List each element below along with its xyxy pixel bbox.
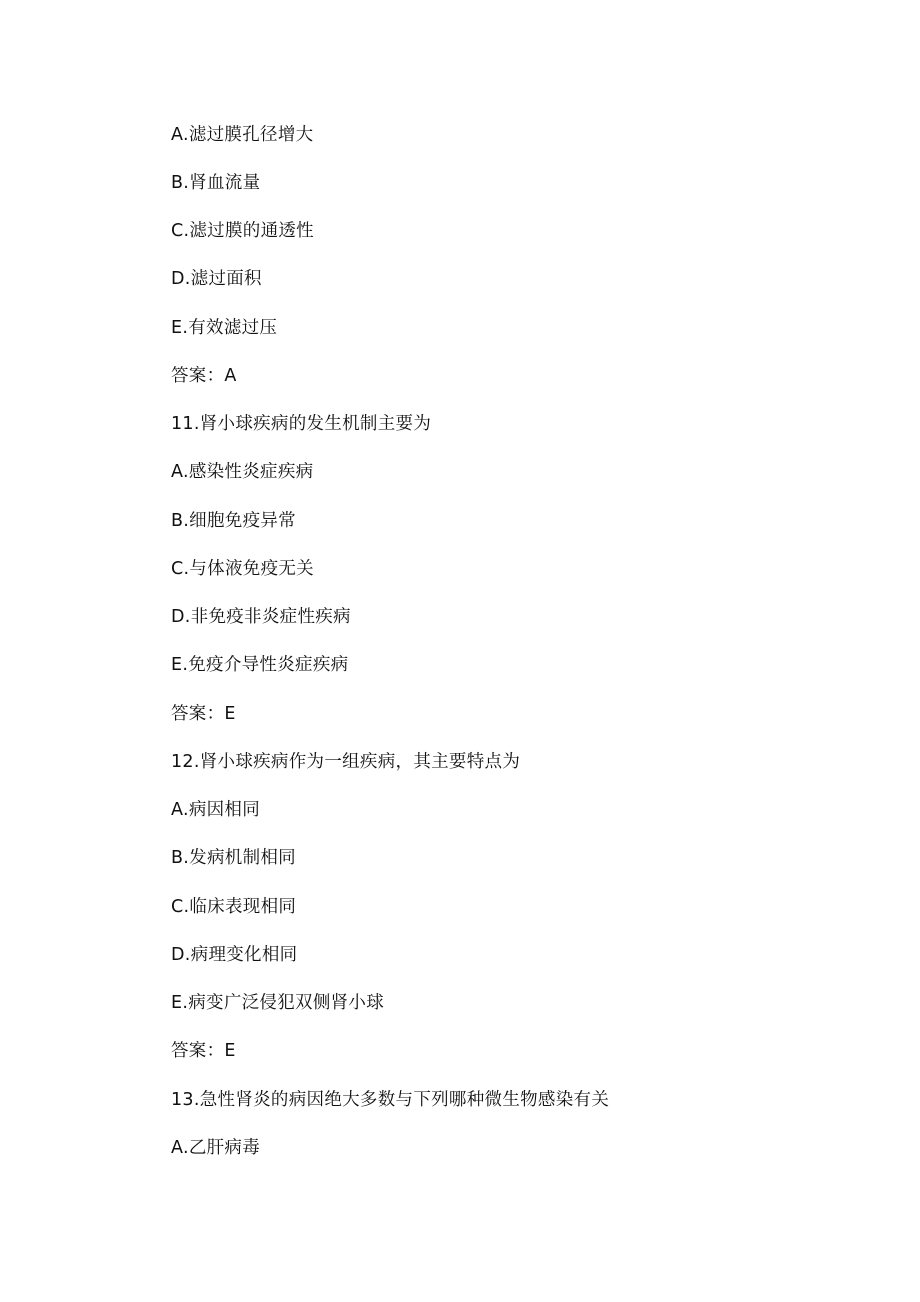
option-line: B.肾血流量: [171, 173, 261, 193]
question-line: 11.肾小球疾病的发生机制主要为: [171, 414, 432, 434]
answer-line: 答案：A: [171, 366, 237, 386]
question-line: 13.急性肾炎的病因绝大多数与下列哪种微生物感染有关: [171, 1090, 610, 1110]
question-line: 12.肾小球疾病作为一组疾病，其主要特点为: [171, 752, 521, 772]
option-line: C.与体液免疫无关: [171, 559, 314, 579]
option-line: E.免疫介导性炎症疾病: [171, 655, 349, 675]
option-line: D.滤过面积: [171, 269, 262, 289]
option-line: A.感染性炎症疾病: [171, 462, 314, 482]
answer-line: 答案：E: [171, 1041, 236, 1061]
option-line: E.病变广泛侵犯双侧肾小球: [171, 993, 385, 1013]
option-line: C.临床表现相同: [171, 897, 297, 917]
option-line: A.乙肝病毒: [171, 1138, 261, 1158]
option-line: D.病理变化相同: [171, 945, 298, 965]
option-line: E.有效滤过压: [171, 318, 278, 338]
option-line: B.发病机制相同: [171, 848, 296, 868]
option-line: A.滤过膜孔径增大: [171, 125, 314, 145]
option-line: A.病因相同: [171, 800, 261, 820]
option-line: D.非免疫非炎症性疾病: [171, 607, 351, 627]
option-line: C.滤过膜的通透性: [171, 221, 314, 241]
answer-line: 答案：E: [171, 704, 236, 724]
option-line: B.细胞免疫异常: [171, 511, 296, 531]
